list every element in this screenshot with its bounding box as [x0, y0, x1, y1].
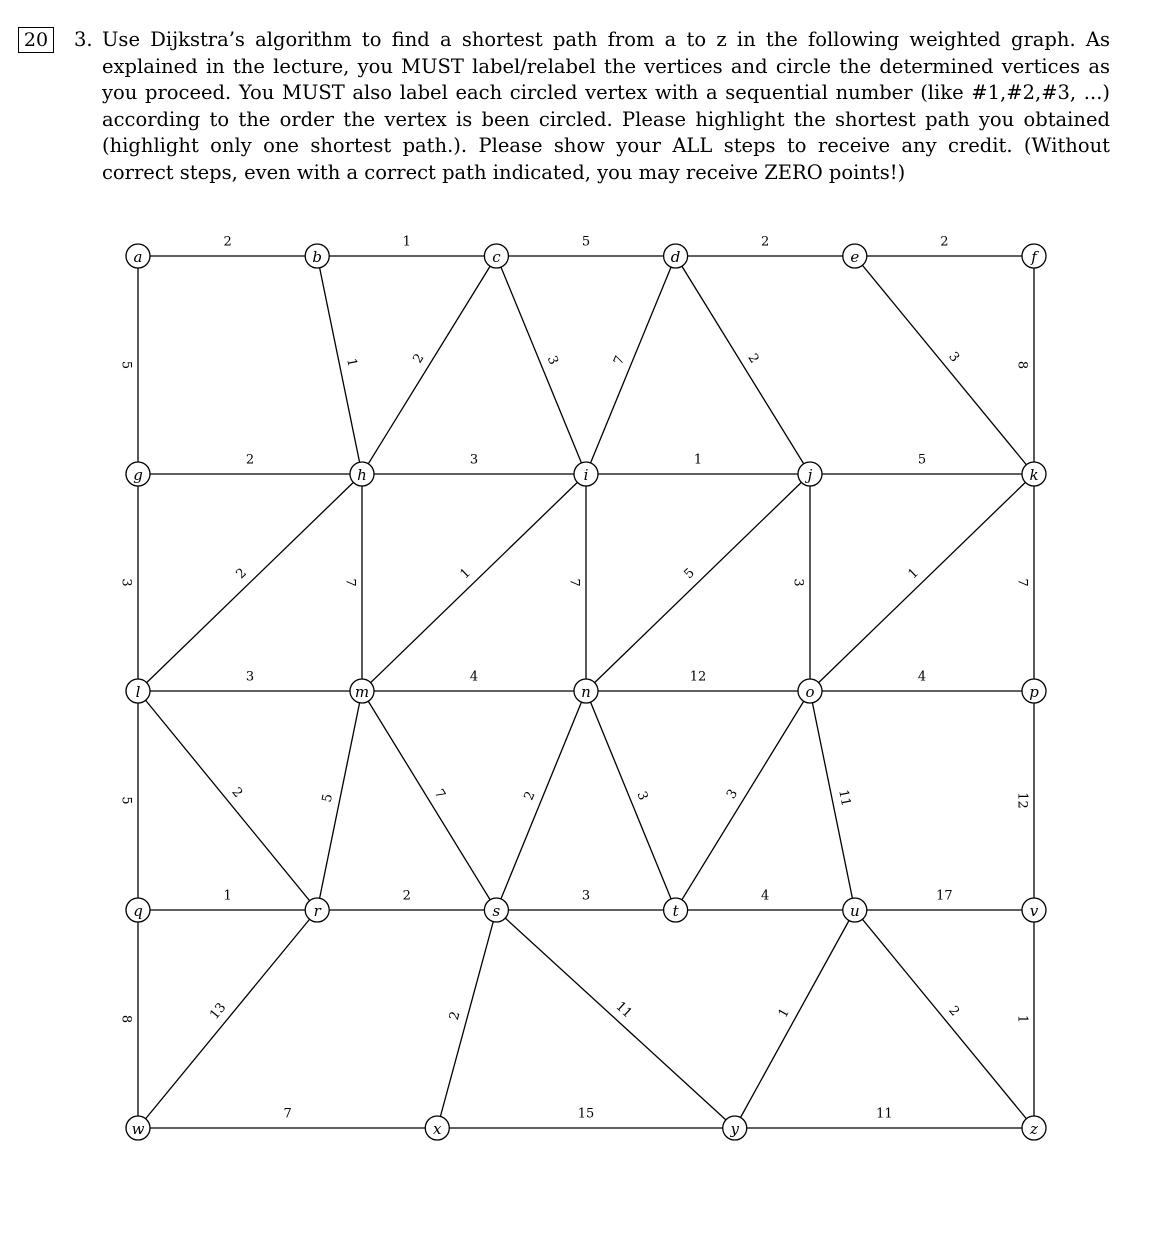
- vertex-label-w: w: [131, 1120, 145, 1138]
- edge-c-h: [362, 256, 496, 474]
- vertex-label-s: s: [492, 902, 501, 920]
- weight-s-t: 3: [581, 888, 591, 904]
- problem-number: 3.: [74, 28, 93, 51]
- weight-o-u: 11: [835, 788, 854, 808]
- vertex-e: [843, 244, 867, 268]
- weight-k-o: 1: [905, 565, 922, 583]
- vertex-z: [1022, 1116, 1046, 1140]
- vertex-i: [574, 462, 598, 486]
- weight-m-s: 7: [430, 786, 448, 802]
- weight-a-b: 2: [223, 234, 232, 250]
- vertex-f: [1022, 244, 1046, 268]
- vertex-label-e: e: [850, 248, 860, 266]
- weight-m-r: 5: [319, 792, 337, 804]
- vertex-label-i: i: [583, 466, 589, 484]
- vertex-q: [126, 898, 150, 922]
- weight-a-g: 5: [118, 360, 134, 370]
- vertex-label-r: r: [313, 902, 321, 920]
- vertex-label-z: z: [1030, 1120, 1038, 1138]
- vertex-m: [350, 679, 374, 703]
- weight-u-v: 17: [936, 888, 953, 904]
- vertex-w: [126, 1116, 150, 1140]
- points-box: 20: [18, 27, 54, 53]
- weight-r-w: 13: [207, 1000, 230, 1023]
- vertex-label-d: d: [670, 248, 681, 266]
- weight-s-y: 11: [612, 999, 635, 1022]
- weight-q-w: 8: [118, 1014, 134, 1024]
- vertex-r: [305, 898, 329, 922]
- weight-e-k: 3: [945, 349, 963, 366]
- weight-l-r: 2: [228, 784, 246, 801]
- vertex-k: [1022, 462, 1046, 486]
- weight-q-r: 1: [223, 888, 232, 904]
- vertex-p: [1022, 679, 1046, 703]
- vertex-label-u: u: [849, 902, 860, 920]
- weight-u-z: 2: [945, 1003, 963, 1020]
- weight-j-o: 3: [790, 578, 806, 587]
- weight-c-h: 2: [410, 351, 428, 367]
- weight-w-x: 7: [283, 1106, 292, 1122]
- edge-k-o: [810, 474, 1034, 691]
- weight-n-s: 2: [521, 789, 539, 803]
- vertex-label-j: j: [807, 466, 813, 484]
- vertex-o: [798, 679, 822, 703]
- weight-b-h: 1: [343, 357, 360, 369]
- vertex-u: [843, 898, 867, 922]
- vertex-label-x: x: [433, 1120, 442, 1138]
- vertex-n: [574, 679, 598, 703]
- vertex-label-a: a: [133, 248, 143, 266]
- weight-l-q: 5: [118, 796, 134, 805]
- vertex-y: [723, 1116, 747, 1140]
- weight-d-e: 2: [761, 234, 770, 250]
- weight-p-v: 12: [1014, 792, 1030, 809]
- vertex-l: [126, 679, 150, 703]
- vertex-x: [425, 1116, 449, 1140]
- weight-i-j: 1: [693, 452, 703, 468]
- edge-d-i: [586, 256, 676, 474]
- weight-v-z: 1: [1014, 1014, 1030, 1024]
- edge-u-z: [855, 910, 1034, 1128]
- edge-i-m: [362, 474, 586, 691]
- edge-h-l: [138, 474, 362, 691]
- edge-o-t: [676, 691, 810, 910]
- vertex-label-t: t: [672, 902, 679, 920]
- weight-h-l: 2: [233, 565, 250, 583]
- vertex-label-g: g: [133, 466, 143, 484]
- vertex-h: [350, 462, 374, 486]
- weight-o-t: 3: [724, 786, 742, 802]
- weight-j-n: 5: [681, 565, 698, 583]
- vertex-label-c: c: [492, 248, 501, 266]
- weight-t-u: 4: [761, 888, 770, 904]
- weight-m-n: 4: [469, 669, 479, 685]
- problem-text: Use Dijkstra’s algorithm to find a shortest path from a to z in the following weighted graph. As explained in the lecture, you MUST label/relabel the vertices and circle the determined vertices as you proceed. You MUST also label each circled vertex with a sequential number (like #1,#2,#3, ...) according to the order the vertex is been circled. Please highlight the shortest path you obtained (highlight only one shortest path.). Please show your ALL steps to receive any credit. (Without correct steps, even with a correct path indicated, you may receive ZERO points!): [102, 28, 1110, 184]
- weight-x-y: 15: [577, 1106, 595, 1122]
- weight-h-m: 7: [342, 578, 358, 587]
- weight-f-k: 8: [1014, 360, 1030, 370]
- vertex-label-v: v: [1029, 902, 1039, 920]
- vertex-v: [1022, 898, 1046, 922]
- vertex-g: [126, 462, 150, 486]
- vertex-b: [305, 244, 329, 268]
- weight-k-p: 7: [1014, 578, 1030, 587]
- vertex-label-y: y: [730, 1120, 739, 1138]
- edge-r-w: [138, 910, 317, 1128]
- edge-n-s: [496, 691, 586, 910]
- weight-n-t: 3: [633, 789, 651, 803]
- vertex-label-b: b: [312, 248, 323, 266]
- weight-i-n: 7: [566, 578, 582, 587]
- edge-e-k: [855, 256, 1034, 474]
- vertex-label-o: o: [805, 683, 815, 701]
- vertex-label-h: h: [357, 466, 367, 484]
- weight-d-i: 7: [611, 353, 629, 368]
- edge-n-t: [586, 691, 676, 910]
- weight-d-j: 2: [744, 351, 762, 367]
- edge-s-x: [437, 910, 496, 1128]
- vertex-c: [484, 244, 508, 268]
- vertex-label-m: m: [354, 683, 370, 701]
- vertex-label-k: k: [1029, 466, 1039, 484]
- weight-h-i: 3: [469, 452, 479, 468]
- weight-r-s: 2: [402, 888, 411, 904]
- vertex-j: [798, 462, 822, 486]
- weight-o-p: 4: [917, 669, 927, 685]
- vertex-label-q: q: [133, 902, 143, 920]
- vertex-label-f: f: [1031, 248, 1037, 266]
- edge-l-r: [138, 691, 317, 910]
- weight-g-h: 2: [245, 452, 255, 468]
- weight-l-m: 3: [245, 669, 255, 685]
- edge-j-n: [586, 474, 810, 691]
- edge-d-j: [676, 256, 810, 474]
- weight-s-x: 2: [446, 1009, 464, 1022]
- weight-n-o: 12: [689, 669, 707, 685]
- weight-y-z: 11: [876, 1106, 893, 1122]
- vertex-t: [664, 898, 688, 922]
- vertex-label-n: n: [581, 683, 591, 701]
- weight-b-c: 1: [402, 234, 411, 250]
- edge-s-y: [496, 910, 734, 1128]
- vertex-label-p: p: [1029, 683, 1039, 701]
- vertex-d: [664, 244, 688, 268]
- weight-g-l: 3: [118, 578, 134, 587]
- weight-e-f: 2: [940, 234, 949, 250]
- weight-j-k: 5: [917, 452, 927, 468]
- weight-c-d: 5: [581, 234, 591, 250]
- edge-m-s: [362, 691, 496, 910]
- edge-c-i: [496, 256, 586, 474]
- vertex-label-l: l: [135, 683, 141, 701]
- weight-u-y: 1: [775, 1005, 793, 1021]
- weights-layer: [119, 235, 1030, 1122]
- vertex-a: [126, 244, 150, 268]
- weight-i-m: 1: [457, 565, 474, 583]
- edge-u-y: [735, 910, 855, 1128]
- vertices-layer: [126, 244, 1046, 1140]
- vertex-s: [484, 898, 508, 922]
- weight-c-i: 3: [543, 353, 561, 368]
